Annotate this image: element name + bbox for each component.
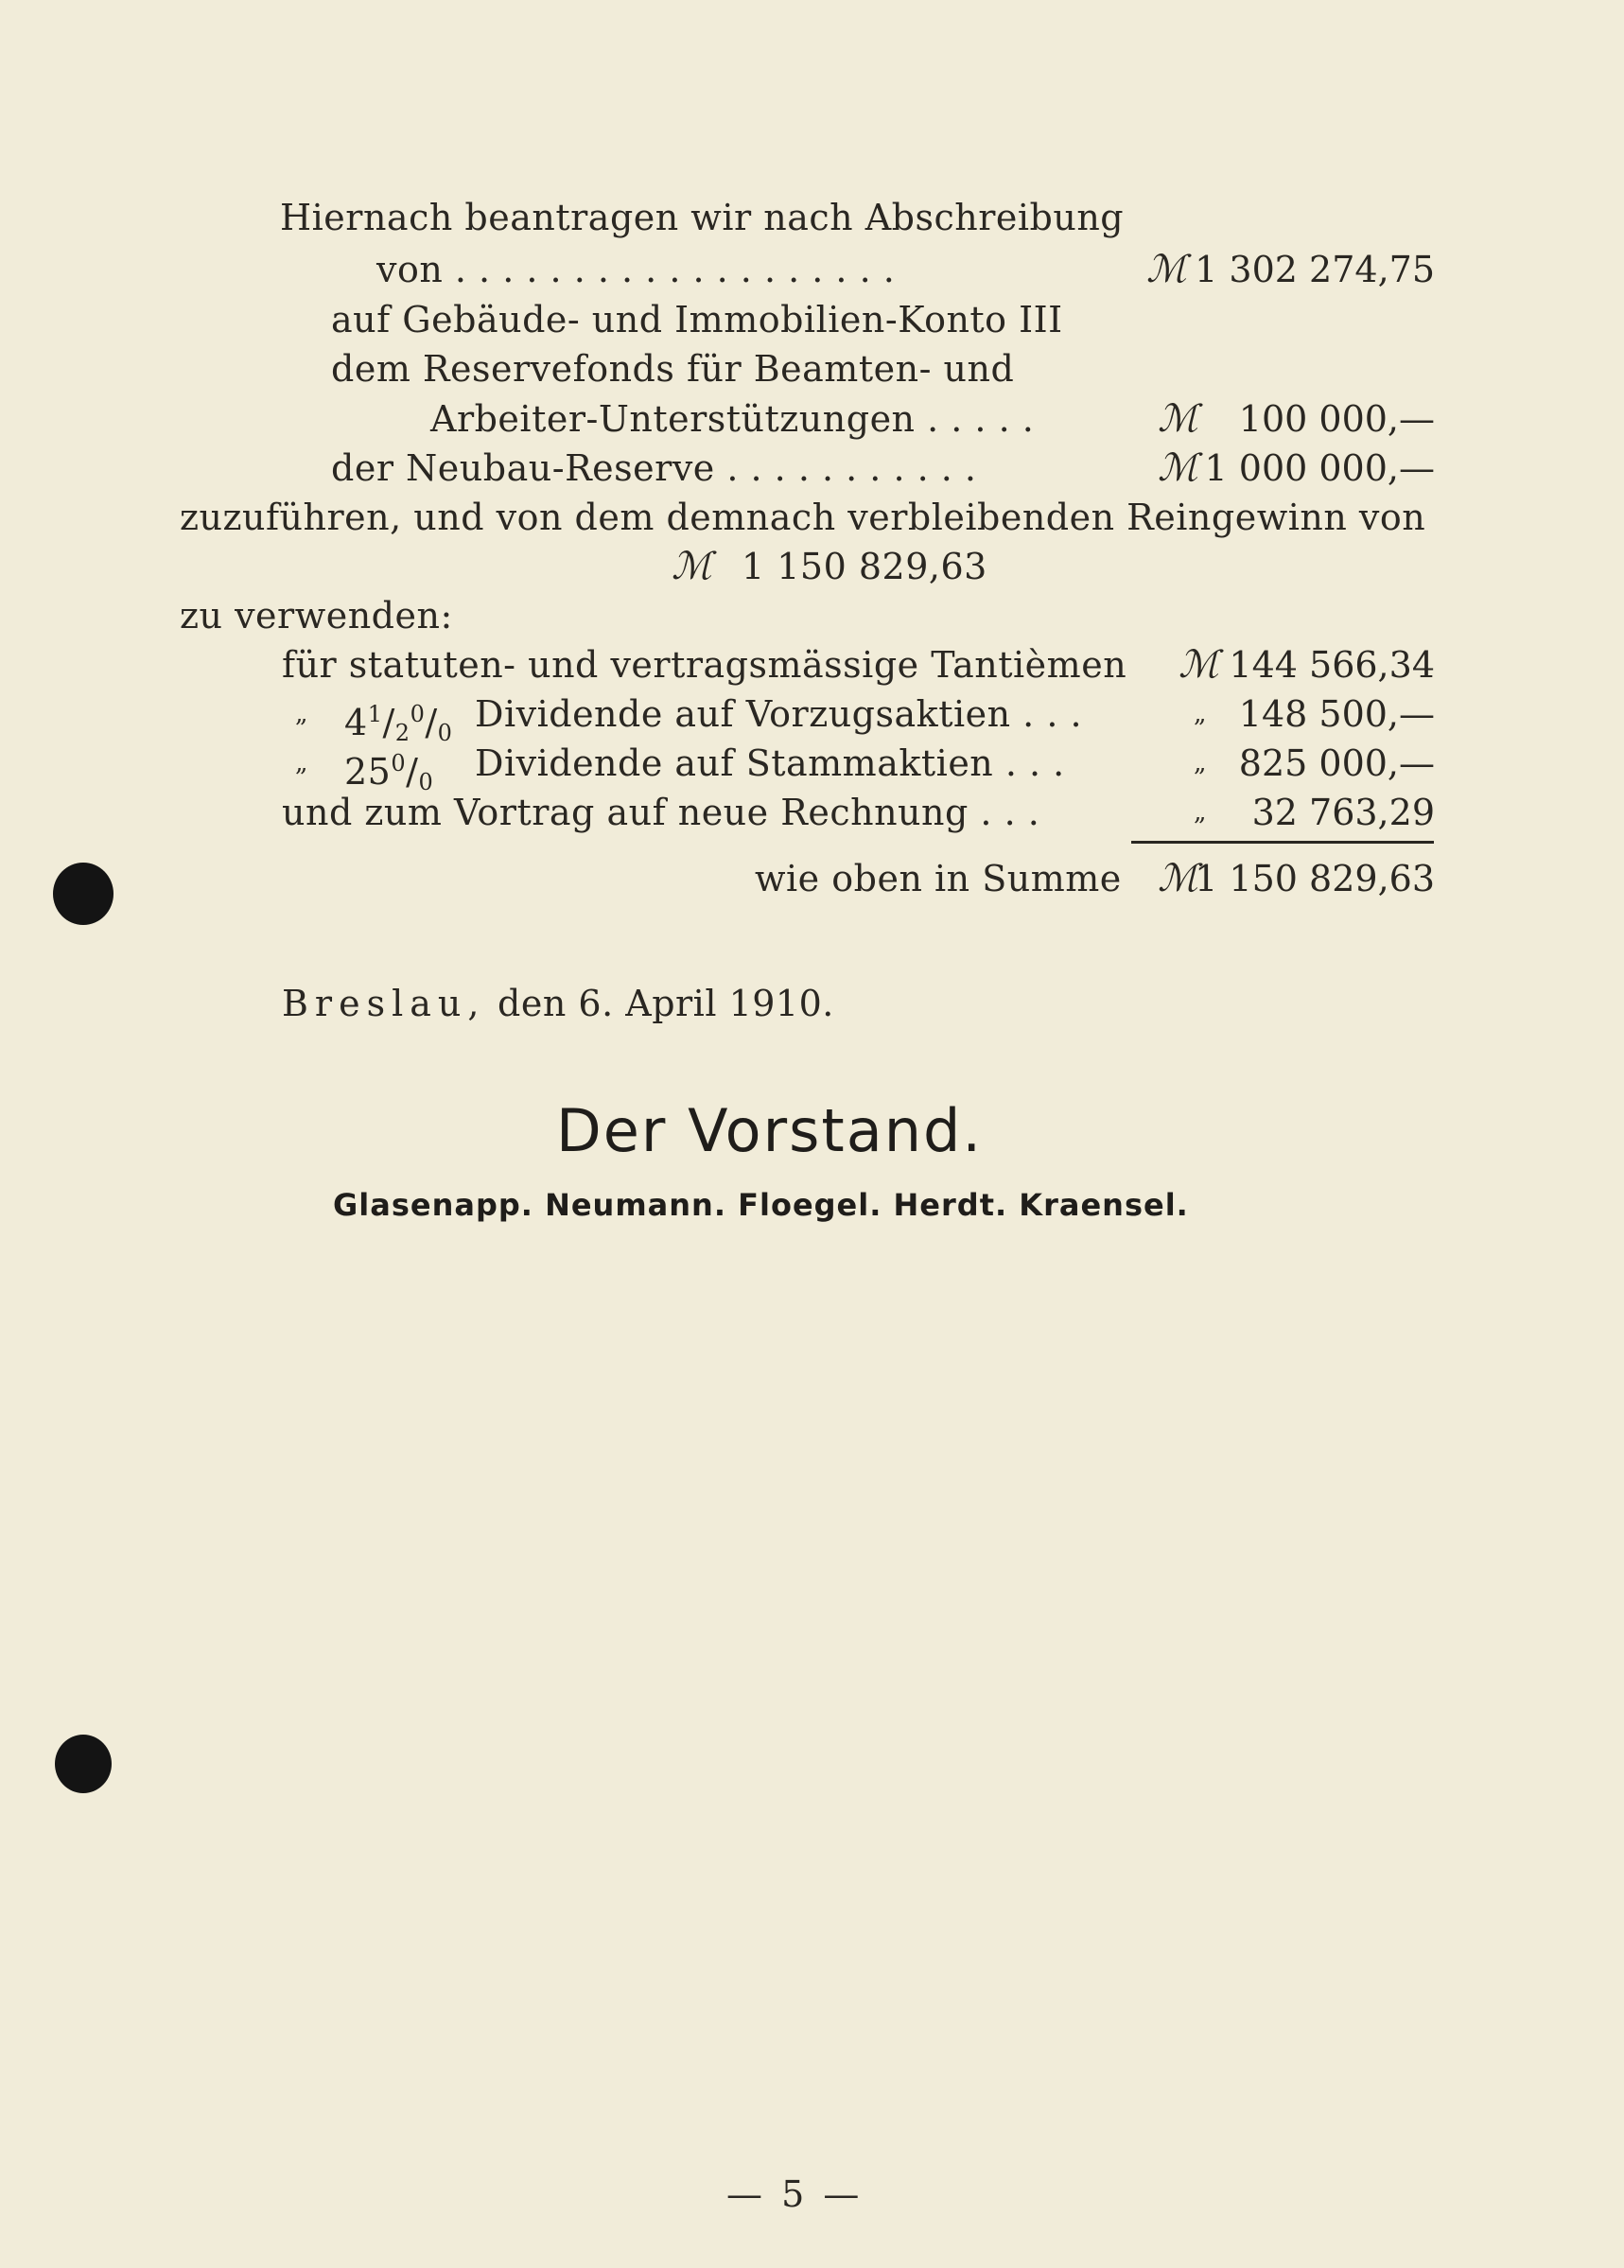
rate-label: $4^1/_2^0/_0$ xyxy=(344,701,453,746)
mark-symbol: ℳ xyxy=(1158,397,1198,441)
punch-hole-upper xyxy=(53,863,114,925)
amount: 144 566,34 xyxy=(1229,644,1435,686)
text-line: von . . . . . . . . . . . . . . . . . . . xyxy=(376,249,896,290)
ditto-mark: „ xyxy=(1194,749,1207,777)
text-line: auf Gebäude- und Immobilien-Konto III xyxy=(331,299,1063,340)
amount: 1 302 274,75 xyxy=(1195,249,1435,290)
amount: 148 500,— xyxy=(1238,693,1435,735)
section-heading: Der Vorstand. xyxy=(556,1096,984,1165)
ditto-mark: „ xyxy=(295,700,308,728)
text-line: Dividende auf Vorzugsaktien . . . xyxy=(475,693,1083,735)
rate-label: $25^0/_0$ xyxy=(344,750,434,795)
amount: 1 150 829,63 xyxy=(742,546,987,587)
mark-symbol: ℳ xyxy=(1158,446,1198,490)
amount: 1 150 829,63 xyxy=(1195,858,1435,899)
text-line: wie oben in Summe xyxy=(755,858,1122,899)
sum-rule xyxy=(1131,841,1434,844)
page-number: — 5 — xyxy=(726,2173,864,2215)
amount: 825 000,— xyxy=(1238,742,1435,784)
ditto-mark: „ xyxy=(295,749,308,777)
text-line: dem Reservefonds für Beamten- und xyxy=(331,348,1015,390)
text-line: der Neubau-Reserve . . . . . . . . . . . xyxy=(331,447,977,489)
text-line: zu verwenden: xyxy=(180,595,453,637)
text-line: Hiernach beantragen wir nach Abschreibung xyxy=(280,197,1125,238)
mark-symbol: ℳ xyxy=(1179,643,1219,687)
ditto-mark: „ xyxy=(1194,798,1207,827)
amount: 100 000,— xyxy=(1238,398,1435,440)
mark-symbol: ℳ xyxy=(1158,857,1198,900)
amount: 1 000 000,— xyxy=(1204,447,1435,489)
signatories: Glasenapp. Neumann. Floegel. Herdt. Kraensel. xyxy=(333,1187,1189,1223)
text-line: und zum Vortrag auf neue Rechnung . . . xyxy=(282,792,1040,833)
punch-hole-lower xyxy=(55,1735,112,1793)
text-line: für statuten- und vertragsmässige Tantièmen xyxy=(282,644,1127,686)
text-line: zuzuführen, und von dem demnach verbleibenden Reingewinn von xyxy=(180,497,1426,538)
amount: 32 763,29 xyxy=(1251,792,1435,833)
mark-symbol: ℳ xyxy=(672,545,712,588)
mark-symbol: ℳ xyxy=(1146,248,1187,291)
text-line: Dividende auf Stammaktien . . . xyxy=(475,742,1065,784)
text-line: Arbeiter-Unterstützungen . . . . . xyxy=(430,398,1035,440)
ditto-mark: „ xyxy=(1194,700,1207,728)
place-date: Breslau, den 6. April 1910. xyxy=(282,983,834,1024)
